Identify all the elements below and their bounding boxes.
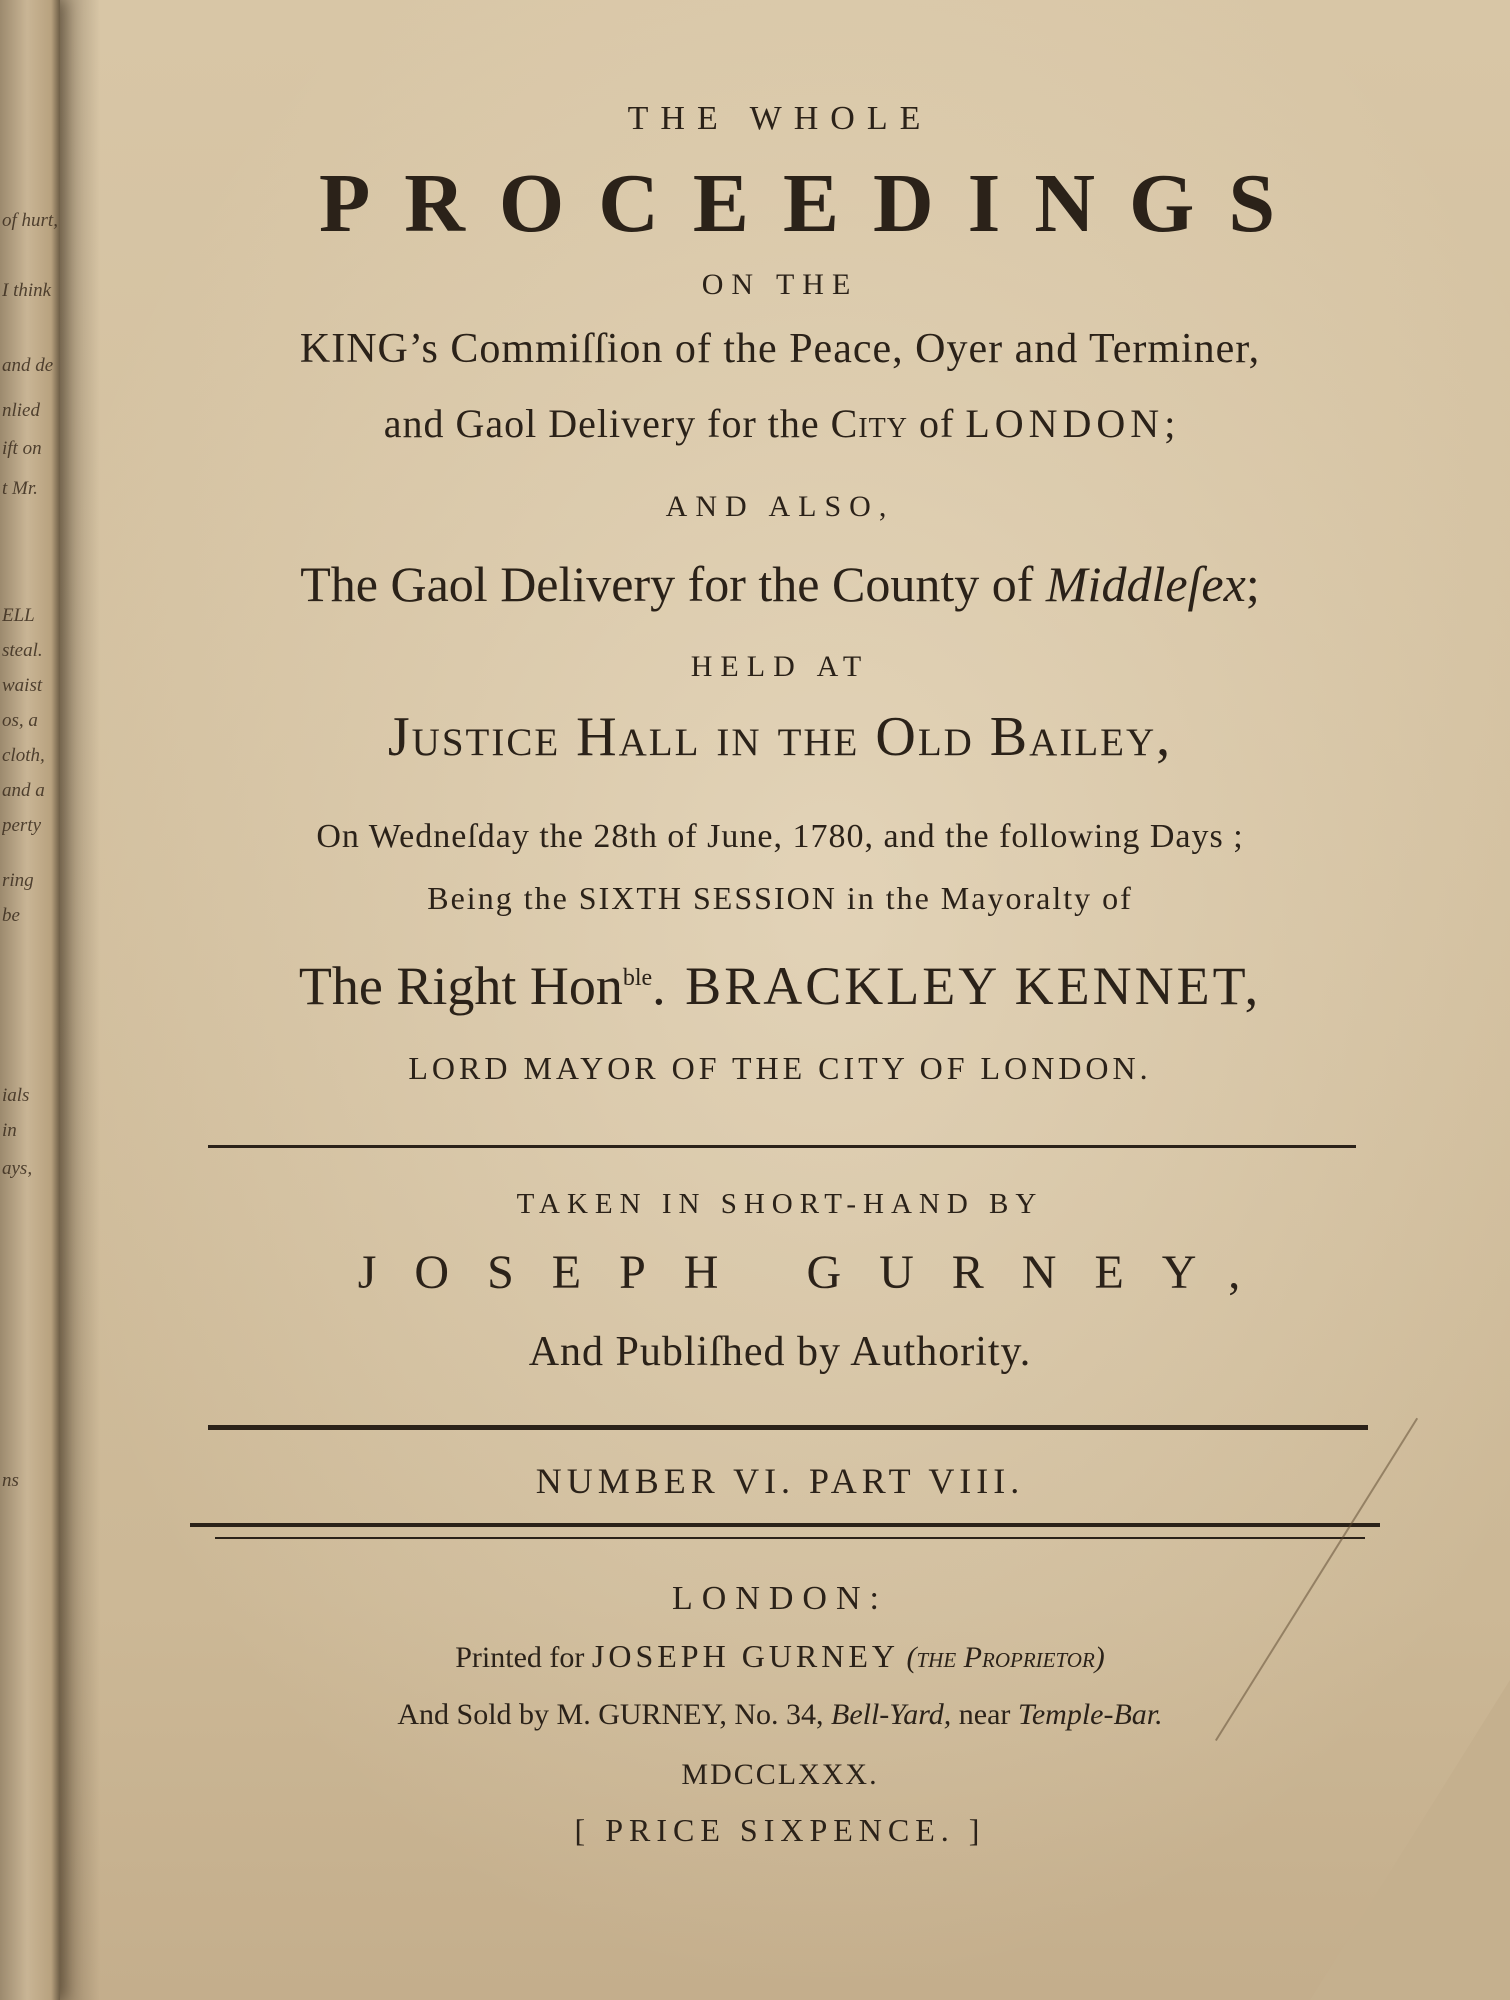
horizontal-rule-thick (208, 1425, 1368, 1430)
city-word: City (830, 401, 908, 446)
date-line: On Wedneſday the 28th of June, 1780, and the following Days ; (316, 818, 1244, 855)
text-on-the: ON THE (701, 268, 859, 301)
imprint-price: [ PRICE SIXPENCE. ] (574, 1812, 986, 1848)
session-line: Being the SIXTH SESSION in the Mayoralty of (427, 880, 1133, 916)
prev-page-fragment: nlied (2, 400, 40, 421)
ble-superscript: ble (622, 965, 653, 991)
prev-page-fragment: ring (2, 870, 34, 891)
prev-page-fragment: ays, (2, 1158, 33, 1179)
prev-page-fragment: in (2, 1120, 17, 1141)
text-and-also: AND ALSO, (665, 490, 895, 523)
right-hon-text: The Right Hon (298, 956, 623, 1016)
london-word: LONDON (965, 401, 1165, 446)
middlesex-word: Middleſex (1045, 556, 1246, 612)
imprint-sold-line (130, 1698, 1430, 1732)
lord-mayor-line: LORD MAYOR OF THE CITY OF LONDON. (408, 1050, 1152, 1086)
bell-yard: Bell-Yard, (831, 1698, 952, 1731)
mayor-name: . BRACKLEY KENNET, (652, 956, 1262, 1016)
heading-proceedings: PROCEEDINGS (318, 157, 1310, 250)
heading-the-whole: THE WHOLE (627, 100, 933, 137)
prev-page-fragment: be (2, 905, 20, 926)
kings-word: KING’s (299, 326, 439, 372)
prev-page-fragment: ift on (2, 438, 42, 459)
gaol-delivery-prefix: and Gaol Delivery for the (383, 401, 820, 446)
near-word: near (958, 1698, 1011, 1731)
county-prefix: The Gaol Delivery for the County of (300, 556, 1034, 612)
prev-page-fragment: ns (2, 1470, 19, 1491)
page-corner-fold (1310, 1680, 1510, 2000)
printed-name: JOSEPH GURNEY (591, 1638, 900, 1674)
temple-bar: Temple-Bar. (1017, 1698, 1163, 1731)
gaol-delivery-city-line (130, 400, 1430, 447)
imprint-city: LONDON: (672, 1580, 888, 1617)
semicolon: ; (1164, 401, 1177, 446)
imprint-year: MDCCLXXX. (681, 1758, 879, 1791)
gutter-shadow (60, 0, 100, 2000)
prev-page-fragment: ELL (2, 605, 35, 626)
author-name: JOSEPH GURNEY, (357, 1246, 1279, 1299)
commission-text: Commiſſion of the Peace, Oyer and Terminer, (450, 326, 1261, 372)
published-line: And Publiſhed by Authority. (528, 1329, 1032, 1375)
prev-page-fragment: cloth, (2, 745, 45, 766)
horizontal-rule-double-bottom (215, 1537, 1365, 1539)
imprint-printed-line (130, 1638, 1430, 1675)
county-semicolon: ; (1245, 556, 1260, 612)
prev-page-fragment: perty (2, 815, 42, 836)
of-word: of (918, 401, 955, 446)
previous-page-edge (0, 0, 60, 2000)
printed-prefix: Printed for (455, 1641, 585, 1674)
county-line (130, 555, 1430, 613)
justice-hall-line: Justice Hall in the Old Bailey, (387, 706, 1173, 768)
prev-page-fragment: ials (2, 1085, 30, 1106)
horizontal-rule (208, 1145, 1356, 1148)
prev-page-fragment: os, a (2, 710, 38, 731)
horizontal-rule-double-top (190, 1523, 1380, 1527)
prev-page-fragment: waist (2, 675, 43, 696)
mayor-line (130, 955, 1430, 1017)
text-taken-by: TAKEN IN SHORT-HAND BY (516, 1188, 1044, 1220)
prev-page-fragment: of hurt, (2, 210, 58, 231)
text-held-at: HELD AT (690, 650, 870, 683)
commission-line (130, 325, 1430, 373)
sold-prefix: And Sold by M. GURNEY, No. 34, (397, 1698, 824, 1731)
prev-page-fragment: I think (2, 280, 52, 301)
prev-page-fragment: steal. (2, 640, 43, 661)
prev-page-fragment: and de (2, 355, 54, 376)
proprietor-text: (the Proprietor) (906, 1641, 1105, 1674)
prev-page-fragment: t Mr. (2, 478, 38, 499)
prev-page-fragment: and a (2, 780, 45, 801)
number-part-line: NUMBER VI. PART VIII. (535, 1461, 1025, 1501)
